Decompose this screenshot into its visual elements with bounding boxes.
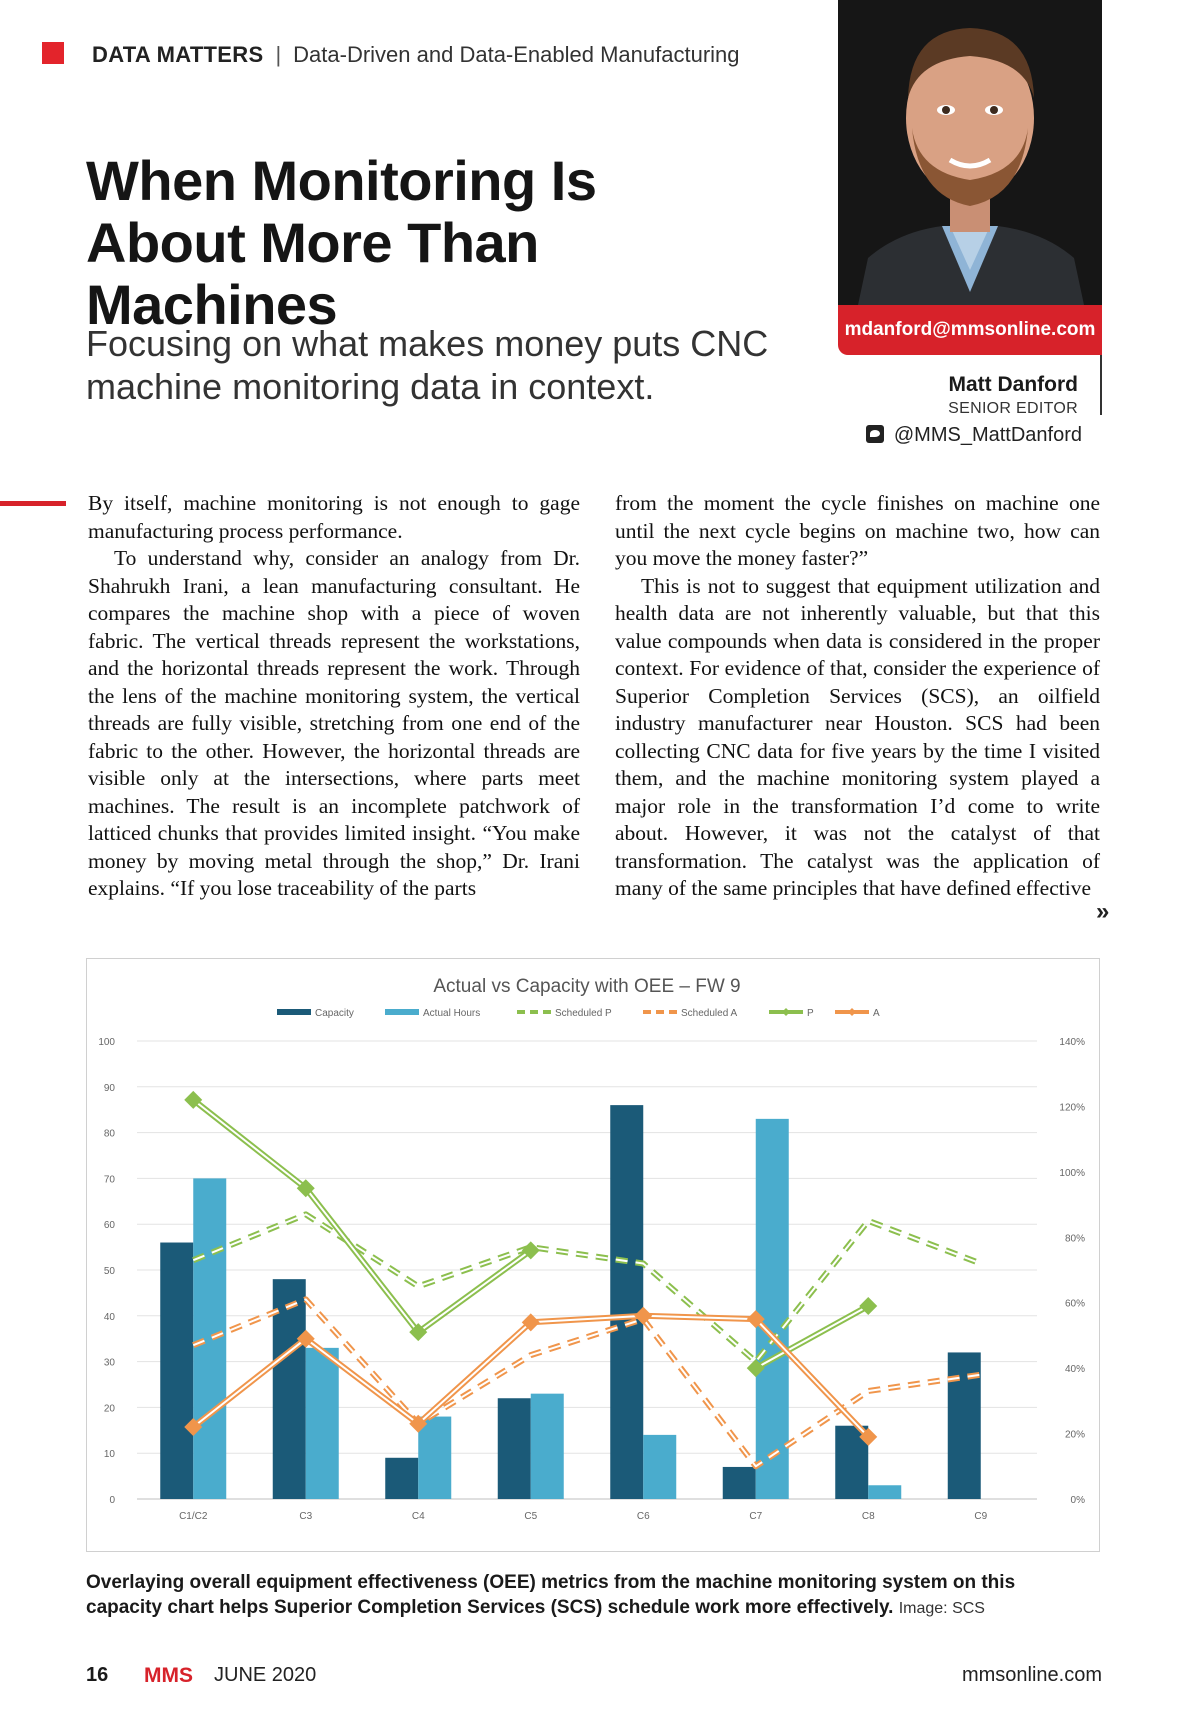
chart-canvas	[87, 959, 1099, 1551]
article-column-left	[88, 490, 580, 903]
y-left-tick-label: 30	[103, 1357, 115, 1369]
section-separator: |	[275, 42, 282, 67]
x-tick-label: C5	[524, 1511, 538, 1522]
y-left-tick-label: 80	[103, 1128, 115, 1140]
magazine-brand: MMS	[144, 1664, 193, 1687]
paragraph: To understand why, consider an analogy from Dr. Shahrukh Irani, a lean manufacturing consultant. He compares the machine shop with a piece of woven fabric. The vertical threads represent the workstations, and the horizontal threads represent the work. Through the lens of the machine monitoring system, the vertical threads are fully visible, stretching from one end of the fabric to the other. However, the horizontal threads are visible only at the intersections, where parts meet machines. The result is an incomplete patchwork of latticed chunks that provides limited insight. “You make money by moving metal through the shop,” Dr. Irani explains. “If you lose traceability of the parts	[88, 546, 580, 900]
author-name: Matt Danford	[948, 373, 1078, 396]
y-left-tick-label: 100	[98, 1037, 115, 1048]
y-right-tick-label: 60%	[1064, 1298, 1085, 1310]
legend-marker-a	[848, 1008, 856, 1016]
deck: Focusing on what makes money puts CNC machine monitoring data in context.	[86, 323, 769, 407]
figure-caption	[86, 1570, 1086, 1621]
x-tick-label: C6	[636, 1511, 650, 1522]
twitter-handle[interactable]: @MMS_MattDanford	[893, 424, 1082, 446]
y-left-tick-label: 70	[103, 1174, 115, 1186]
y-right-tick-label: 0%	[1070, 1495, 1085, 1506]
legend-swatch-capacity	[277, 1009, 311, 1015]
paragraph: from the moment the cycle finishes on machine one until the next cycle begins on machine two, how can you move the money faster?”	[615, 491, 1100, 570]
bar-capacity	[160, 1243, 193, 1499]
legend-label: A	[873, 1008, 880, 1019]
column-start-rule	[0, 501, 66, 506]
bar-actual-hours	[531, 1394, 564, 1499]
issue-date: JUNE 2020	[214, 1664, 317, 1686]
line-p	[193, 1100, 531, 1332]
legend-label: Capacity	[315, 1008, 354, 1019]
article-column-right	[615, 490, 1100, 903]
y-right-tick-label: 120%	[1059, 1102, 1085, 1114]
twitter-icon	[866, 425, 884, 443]
y-right-tick-label: 100%	[1059, 1167, 1085, 1179]
author-divider	[1100, 355, 1102, 415]
y-left-tick-label: 50	[103, 1266, 115, 1277]
headline: When Monitoring Is About More Than Machines	[86, 149, 597, 336]
line-p-core	[193, 1100, 531, 1332]
section-subtitle: Data-Driven and Data-Enabled Manufacturing	[293, 42, 740, 67]
y-left-tick-label: 90	[103, 1082, 115, 1094]
x-tick-label: C3	[299, 1511, 313, 1522]
legend-label: P	[807, 1008, 814, 1019]
x-tick-label: C7	[749, 1511, 763, 1522]
y-left-tick-label: 40	[103, 1311, 115, 1323]
page-number: 16	[86, 1664, 109, 1686]
bar-actual-hours	[418, 1417, 451, 1499]
y-right-tick-label: 80%	[1064, 1233, 1085, 1245]
y-right-tick-label: 20%	[1064, 1429, 1085, 1441]
y-left-tick-label: 10	[103, 1449, 115, 1461]
legend-swatch-actual-hours	[385, 1009, 419, 1015]
section-header	[92, 42, 740, 68]
y-right-tick-label: 140%	[1059, 1037, 1085, 1048]
y-left-tick-label: 0	[109, 1495, 115, 1506]
author-photo	[838, 0, 1102, 305]
author-portrait-illustration	[838, 0, 1102, 305]
website-link[interactable]: mmsonline.com	[961, 1664, 1102, 1686]
x-tick-label: C1/C2	[179, 1511, 208, 1522]
bar-actual-hours	[306, 1348, 339, 1499]
paragraph: This is not to suggest that equipment utilization and health data are not inherently valuable, but that this value compounds when data is considered in the proper context. For evidence of that, consider the experience of Superior Completion Services (SCS), an oilfield industry manufacturer near Houston. SCS had been collecting CNC data for five years by the time I visited them, and the machine monitoring system played a major role in the transformation I’d come to write about. However, it was not the catalyst of that transformation. The catalyst was the application of many of the same principles that have defined effective	[615, 573, 1100, 900]
author-twitter[interactable]	[860, 424, 1082, 447]
continue-arrow-icon: »	[1096, 898, 1110, 925]
caption-text: Overlaying overall equipment effectiveness (OEE) metrics from the machine monitoring system on this capacity chart helps Superior Completion Services (SCS) schedule work more effectively.	[86, 1572, 1016, 1618]
paragraph: By itself, machine monitoring is not enough to gage manufacturing process performance.	[88, 491, 580, 543]
caption-credit: Image: SCS	[898, 1600, 985, 1617]
legend-marker-p	[782, 1008, 790, 1016]
legend-label: Scheduled A	[681, 1008, 738, 1019]
section-marker	[42, 42, 64, 64]
bar-capacity	[385, 1458, 418, 1499]
chart-title: Actual vs Capacity with OEE – FW 9	[433, 976, 741, 997]
bar-actual-hours	[643, 1435, 676, 1499]
bar-capacity	[498, 1398, 531, 1499]
y-right-tick-label: 40%	[1064, 1364, 1085, 1376]
legend-label: Scheduled P	[555, 1008, 612, 1019]
legend-label: Actual Hours	[423, 1008, 481, 1019]
author-email[interactable]: mdanford@mmsonline.com	[838, 305, 1102, 355]
capacity-chart	[86, 958, 1100, 1552]
x-tick-label: C4	[411, 1511, 425, 1522]
section-name: DATA MATTERS	[92, 42, 264, 67]
author-title: SENIOR EDITOR	[948, 400, 1078, 417]
bar-actual-hours	[756, 1119, 789, 1499]
x-tick-label: C8	[861, 1511, 875, 1522]
bar-capacity	[723, 1467, 756, 1499]
page-footer	[86, 1664, 1102, 1694]
x-tick-label: C9	[974, 1511, 988, 1522]
bar-actual-hours	[193, 1178, 226, 1499]
y-left-tick-label: 20	[103, 1403, 115, 1415]
bar-actual-hours	[868, 1485, 901, 1499]
y-left-tick-label: 60	[103, 1220, 115, 1232]
bar-capacity	[610, 1105, 643, 1499]
